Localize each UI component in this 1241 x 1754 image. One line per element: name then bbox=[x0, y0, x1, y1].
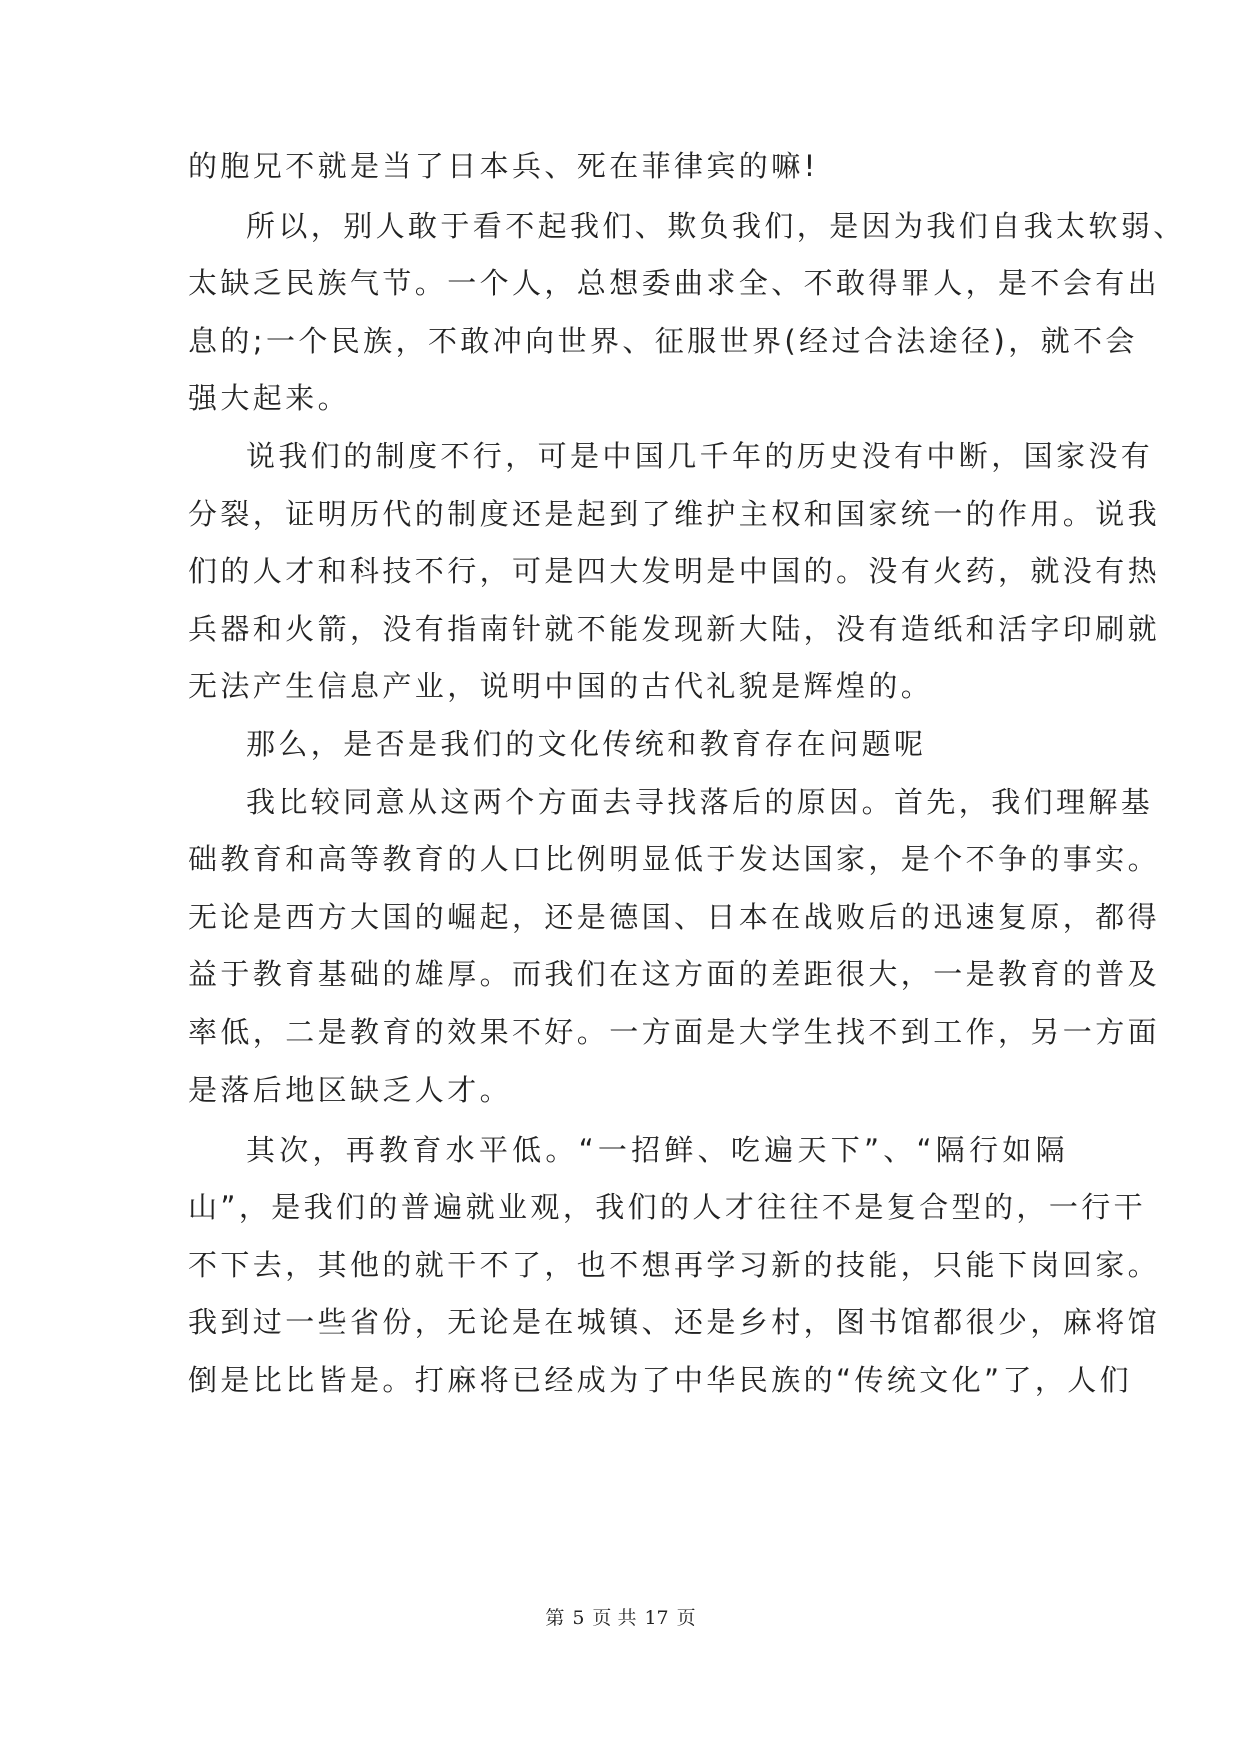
text-line: 倒是比比皆是。打麻将已经成为了中华民族的“传统文化”了，人们 bbox=[188, 1363, 1133, 1397]
paragraph-first-line: 其次，再教育水平低。“一招鲜、吃遍天下”、“隔行如隔 bbox=[246, 1133, 1068, 1167]
text-line: 是落后地区缺乏人才。 bbox=[188, 1073, 513, 1107]
text-line: 们的人才和科技不行，可是四大发明是中国的。没有火药，就没有热 bbox=[188, 554, 1161, 588]
text-line: 础教育和高等教育的人口比例明显低于发达国家，是个不争的事实。 bbox=[188, 842, 1161, 876]
page-number: 5 bbox=[572, 1607, 585, 1629]
text-line: 无论是西方大国的崛起，还是德国、日本在战败后的迅速复原，都得 bbox=[188, 900, 1161, 934]
paragraph-first-line: 说我们的制度不行，可是中国几千年的历史没有中断，国家没有 bbox=[246, 439, 1154, 473]
text-line: 太缺乏民族气节。一个人，总想委曲求全、不敢得罪人，是不会有出 bbox=[188, 266, 1161, 300]
text-line: 我到过一些省份，无论是在城镇、还是乡村，图书馆都很少，麻将馆 bbox=[188, 1305, 1161, 1339]
text-line: 的胞兄不就是当了日本兵、死在菲律宾的嘛! bbox=[188, 149, 819, 183]
text-line: 山”，是我们的普遍就业观，我们的人才往往不是复合型的，一行干 bbox=[188, 1190, 1147, 1224]
paragraph-first-line: 我比较同意从这两个方面去寻找落后的原因。首先，我们理解基 bbox=[246, 785, 1154, 819]
total-pages: 17 bbox=[644, 1607, 669, 1629]
text-line: 益于教育基础的雄厚。而我们在这方面的差距很大，一是教育的普及 bbox=[188, 957, 1161, 991]
footer-suffix: 页 bbox=[676, 1607, 696, 1629]
text-line: 强大起来。 bbox=[188, 381, 351, 415]
paragraph-first-line: 所以，别人敢于看不起我们、欺负我们，是因为我们自我太软弱、 bbox=[246, 209, 1186, 243]
text-line: 兵器和火箭，没有指南针就不能发现新大陆，没有造纸和活字印刷就 bbox=[188, 612, 1161, 646]
text-line: 息的;一个民族，不敢冲向世界、征服世界(经过合法途径)，就不会 bbox=[188, 324, 1138, 358]
text-line: 不下去，其他的就干不了，也不想再学习新的技能，只能下岗回家。 bbox=[188, 1248, 1161, 1282]
text-line: 无法产生信息产业，说明中国的古代礼貌是辉煌的。 bbox=[188, 669, 934, 703]
footer-middle: 页 共 bbox=[592, 1607, 637, 1629]
footer-prefix: 第 bbox=[545, 1607, 565, 1629]
text-line: 率低，二是教育的效果不好。一方面是大学生找不到工作，另一方面 bbox=[188, 1015, 1161, 1049]
paragraph-first-line: 那么，是否是我们的文化传统和教育存在问题呢 bbox=[246, 727, 927, 761]
text-line: 分裂，证明历代的制度还是起到了维护主权和国家统一的作用。说我 bbox=[188, 497, 1161, 531]
page-footer bbox=[0, 1606, 1241, 1630]
